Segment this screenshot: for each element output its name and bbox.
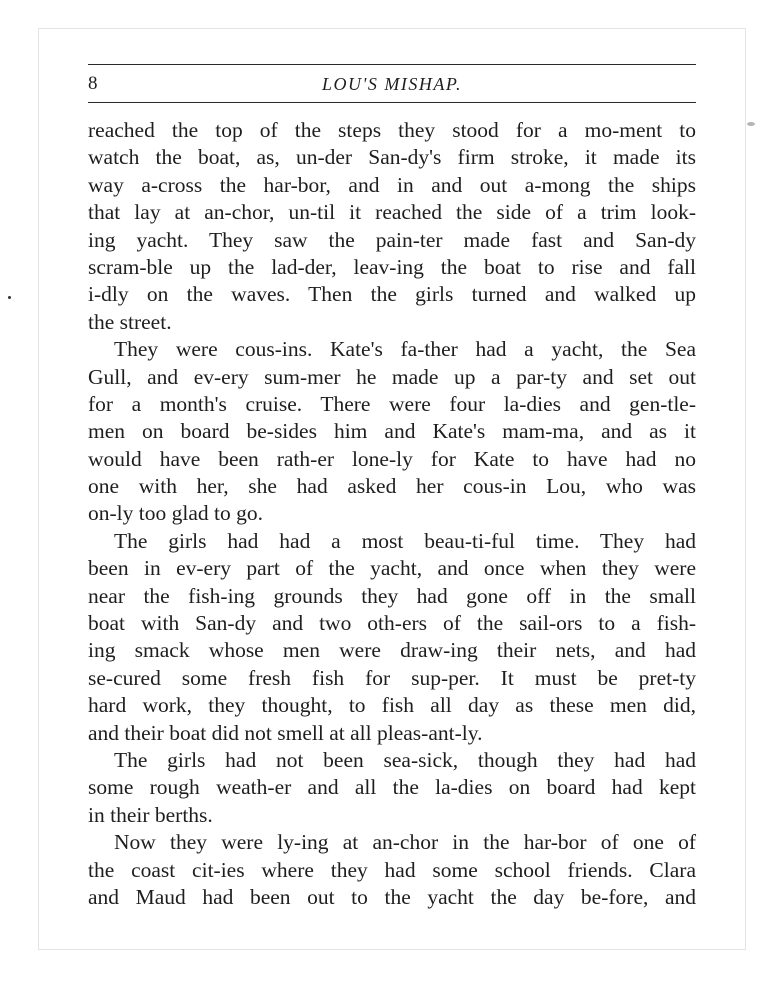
- text-line: that lay at an-chor, un-til it reached the side of a trim look-: [88, 200, 696, 225]
- text-line: the street.: [88, 309, 172, 334]
- text-line: ing smack whose men were draw-ing their nets, and had: [88, 638, 696, 663]
- text-line: men on board be-sides him and Kate's mam-ma, and as it: [88, 419, 696, 444]
- text-line: scram-ble up the lad-der, leav-ing the boat to rise and fall: [88, 254, 696, 279]
- text-line: on-ly too glad to go.: [88, 501, 263, 526]
- text-line: The girls had had a most beau-ti-ful time. They had: [114, 528, 696, 553]
- text-line: some rough weath-er and all the la-dies on board had kept: [88, 775, 696, 800]
- text-line: been in ev-ery part of the yacht, and once when they were: [88, 556, 696, 581]
- margin-dot: [8, 296, 11, 299]
- text-line: Gull, and ev-ery sum-mer he made up a par-ty and set out: [88, 364, 696, 389]
- text-line: The girls had not been sea-sick, though they had had: [114, 747, 696, 772]
- text-line: in their berths.: [88, 802, 213, 827]
- text-line: se-cured some fresh fish for sup-per. It must be pret-ty: [88, 665, 696, 690]
- text-line: i-dly on the waves. Then the girls turned and walked up: [88, 282, 696, 307]
- text-line: the coast cit-ies where they had some school friends. Clara: [88, 857, 696, 882]
- text-line: reached the top of the steps they stood for a mo-ment to: [88, 118, 696, 142]
- body-text: [88, 117, 696, 911]
- text-line: and Maud had been out to the yacht the day be-fore, and: [88, 884, 696, 909]
- text-line: one with her, she had asked her cous-in Lou, who was: [88, 474, 696, 499]
- text-line: hard work, they thought, to fish all day as these men did,: [88, 693, 696, 718]
- text-line: They were cous-ins. Kate's fa-ther had a yacht, the Sea: [114, 337, 696, 362]
- text-line: Now they were ly-ing at an-chor in the har-bor of one of: [114, 830, 696, 855]
- margin-speck: [747, 122, 755, 126]
- running-title: LOU'S MISHAP.: [321, 74, 462, 94]
- text-line: boat with San-dy and two oth-ers of the sail-ors to a fish-: [88, 611, 696, 636]
- text-line: and their boat did not smell at all pleas-ant-ly.: [88, 720, 483, 745]
- text-line: would have been rath-er lone-ly for Kate to have had no: [88, 446, 696, 471]
- header-rule-bottom: [88, 102, 696, 103]
- text-line: way a-cross the har-bor, and in and out a-mong the ships: [88, 172, 696, 197]
- text-line: near the fish-ing grounds they had gone off in the small: [88, 583, 696, 608]
- page-number: 8: [88, 73, 98, 94]
- text-line: watch the boat, as, un-der San-dy's firm stroke, it made its: [88, 145, 696, 170]
- text-line: ing yacht. They saw the pain-ter made fast and San-dy: [88, 227, 696, 252]
- header-rule-top: [88, 64, 696, 65]
- text-line: for a month's cruise. There were four la-dies and gen-tle-: [88, 391, 696, 416]
